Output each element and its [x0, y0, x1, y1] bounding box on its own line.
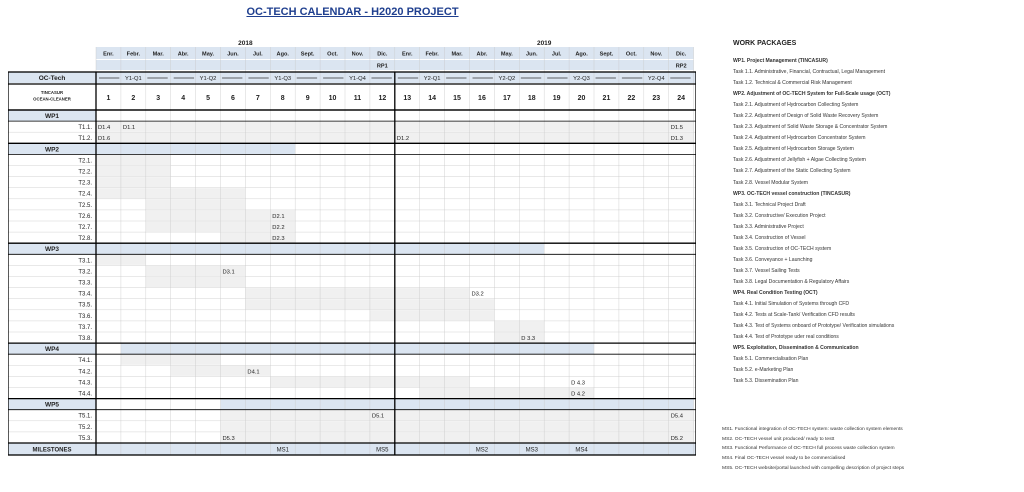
task-line: Task 4.3. Test of Systems onboard of Prototype/ Verification simulations	[733, 323, 895, 330]
task-line: Task 3.4. Construction of Vessel	[733, 234, 806, 241]
month-number: 20	[577, 95, 586, 102]
task-label: T3.7.	[78, 324, 92, 331]
task-line: Task 4.1. Initial Simulation of Systems through CFD	[733, 301, 850, 308]
deliverable-label: D5.2	[670, 435, 683, 442]
task-line: Task 2.7. Adjustment of the Static Collecting System	[733, 168, 851, 175]
task-bar	[370, 310, 495, 320]
company-label: TINCASUR	[40, 90, 64, 95]
month-number: 23	[652, 95, 661, 102]
month-number: 9	[305, 95, 310, 102]
month-number: 14	[428, 95, 437, 102]
wp-label: WP2	[44, 146, 60, 154]
month-label: Sept.	[599, 51, 614, 58]
deliverable-label: D5.1	[371, 413, 385, 420]
task-line: Task 2.3. Adjustment of Solid Waste Storage & Concentrator System	[733, 124, 888, 131]
month-number: 1	[106, 95, 111, 102]
month-label: Enr.	[103, 51, 114, 58]
task-line: Task 3.7. Vessel Sailing Tests	[733, 267, 800, 274]
task-line: Task 2.5. Adjustment of Hydrocarbon Storage System	[733, 146, 854, 153]
milestone-note: MS1. Functional integration of OC-TECH system: waste collection system elements	[722, 427, 903, 432]
wp-heading-line: WP5. Exploitation, Dissemination & Communication	[733, 345, 859, 352]
quarter-label: Y2-Q3	[573, 76, 590, 82]
deliverable-label: D5.3	[222, 435, 235, 442]
milestones-row	[8, 443, 696, 455]
quarter-label: Y2-Q1	[423, 76, 441, 82]
month-label: Nov.	[351, 51, 364, 58]
month-label: Sept.	[300, 51, 315, 58]
task-label: T1.1.	[78, 125, 92, 132]
gantt-svg	[8, 36, 696, 483]
deliverable-label: D 3.3	[521, 336, 536, 342]
quarter-label: Y2-Q4	[647, 76, 665, 82]
task-label: T3.3.	[78, 280, 92, 287]
task-bar	[221, 432, 694, 442]
month-number: 18	[527, 95, 536, 102]
company-label: OCEAN-CLEANER	[33, 96, 71, 102]
work-packages-panel	[733, 40, 1018, 387]
task-label: T4.1.	[78, 358, 92, 365]
deliverable-label: D 4.3	[571, 380, 585, 387]
month-number: 12	[378, 95, 387, 102]
task-line: Task 4.4. Test of Prototype uder real conditions	[733, 334, 839, 341]
task-bar	[221, 410, 694, 420]
deliverable-label: D4.1	[247, 369, 260, 376]
month-number: 21	[602, 95, 611, 102]
task-line: Task 2.2. Adjustment of Design of Solid Waste Recovery System	[733, 113, 879, 120]
task-label: T3.5.	[78, 302, 92, 309]
deliverable-label: D1.2	[396, 136, 410, 143]
month-number: 22	[627, 95, 636, 102]
milestone-label: MS4	[575, 447, 588, 454]
month-number: 8	[280, 95, 285, 102]
deliverable-label: D2.3	[272, 236, 285, 243]
month-label: Febr.	[126, 51, 141, 58]
milestone-label: MS5	[376, 447, 389, 454]
month-number: 4	[181, 95, 186, 102]
task-label: T2.5.	[78, 202, 92, 209]
month-label: Mar.	[451, 51, 463, 58]
month-number: 13	[403, 95, 412, 102]
month-number: 16	[478, 95, 486, 102]
report-label: RP1	[376, 63, 388, 70]
month-label: Ago.	[575, 51, 588, 58]
task-line: Task 2.6. Adjustment of Jellyfish + Algae Collecting System	[733, 157, 866, 164]
milestones-label: MILESTONES	[32, 447, 72, 454]
year-label: 2018	[238, 40, 253, 47]
month-label: Mar.	[152, 51, 164, 58]
month-number: 2	[131, 95, 136, 102]
task-line: Task 3.3. Administrative Project	[733, 223, 804, 230]
deliverable-label: D2.1	[272, 213, 285, 220]
month-label: Ago.	[276, 51, 289, 58]
wp-label: WP5	[44, 401, 60, 409]
deliverable-label: D3.2	[471, 291, 484, 298]
month-number: 7	[255, 95, 260, 102]
task-label: T4.2.	[78, 369, 92, 376]
work-packages-list	[733, 56, 1018, 387]
deliverable-label: D1.4	[98, 125, 111, 132]
task-line: Task 2.8. Vessel Modular System	[733, 179, 809, 186]
deliverable-label: D 4.2	[571, 391, 585, 398]
task-line: Task 5.2. e-Marketing Plan	[733, 367, 794, 374]
quarter-label: Y1-Q3	[274, 76, 292, 82]
task-line: Task 2.1. Adjustment of Hydrocarbon Collecting System	[733, 102, 859, 109]
month-label: Dic.	[676, 51, 687, 58]
quarter-label: Y1-Q4	[349, 76, 366, 82]
wp-label: WP1	[44, 113, 60, 120]
month-label: May.	[202, 51, 215, 58]
month-label: Dic.	[377, 51, 388, 58]
milestone-label: MS3	[525, 447, 538, 454]
milestone-note: MS2. OC-TECH vessel unit produced/ ready to testt	[722, 436, 835, 442]
deliverable-label: D1.6	[98, 136, 111, 143]
gantt-chart	[8, 36, 696, 483]
task-label: T1.2.	[78, 136, 92, 143]
task-line: Task 3.8. Legal Documentation & Regulatory Affairs	[733, 278, 850, 285]
task-line: Task 3.5. Construction of OC-TECH system	[733, 245, 832, 252]
milestone-note: MS5. OC-TECH website/portal launched with compelling description of project steps	[722, 465, 905, 471]
month-number: 5	[206, 95, 211, 102]
month-number: 3	[156, 95, 161, 102]
task-label: T3.2.	[78, 269, 92, 276]
task-bar	[420, 388, 594, 398]
work-packages-heading: WORK PACKAGES	[733, 40, 797, 47]
wp-bar	[121, 343, 594, 354]
task-label: T2.1.	[78, 158, 92, 165]
task-label: T4.4.	[78, 391, 92, 398]
month-label: Jul.	[253, 51, 263, 58]
milestone-label: MS1	[276, 447, 289, 454]
task-bar	[96, 155, 171, 165]
month-label: Nov.	[650, 51, 663, 58]
task-label: T5.3.	[78, 435, 92, 442]
task-label: T5.2.	[78, 424, 92, 431]
deliverable-label: D1.1	[122, 125, 136, 132]
quarter-label: Y2-Q2	[498, 76, 516, 82]
wp-heading-line: WP1. Project Management (TINCASUR)	[733, 58, 828, 64]
deliverable-label: D1.5	[670, 125, 683, 132]
task-label: T5.1.	[78, 413, 92, 420]
task-label: T3.8.	[78, 336, 92, 342]
wp-heading-line: WP2. Adjustment of OC-TECH System for Full-Scale usage (OCT)	[733, 91, 891, 98]
month-number: 19	[552, 95, 561, 102]
month-label: Jun.	[526, 51, 538, 58]
month-label: Jul.	[551, 51, 562, 58]
task-label: T3.4.	[78, 291, 92, 298]
octech-label: OC-Tech	[38, 75, 66, 82]
task-label: T2.6.	[78, 213, 92, 220]
deliverable-label: D5.4	[670, 413, 683, 420]
task-line: Task 3.2. Constructive/ Execution Project	[733, 212, 826, 219]
task-line: Task 5.3. Dissemination Plan	[733, 378, 799, 385]
task-line: Task 3.6. Conveyance + Launching	[733, 256, 813, 263]
month-label: Oct.	[327, 51, 338, 58]
milestone-notes-panel	[722, 425, 1020, 473]
task-line: Task 1.1. Administrative, Financial, Contractual, Legal Management	[733, 69, 886, 76]
task-bar	[96, 166, 171, 176]
task-bar	[221, 421, 694, 431]
number-row	[8, 84, 696, 110]
task-label: T3.1.	[78, 258, 92, 265]
quarter-label: Y1-Q2	[199, 76, 217, 82]
task-bar	[96, 177, 171, 187]
task-line: Task 5.1. Commercialisation Plan	[733, 356, 809, 363]
milestone-note: MS3. Functional Performance of OC-TECH full process waste collection system	[722, 446, 895, 452]
month-number: 6	[230, 95, 235, 102]
task-label: T2.7.	[78, 225, 92, 231]
wp-heading-line: WP3. OC-TECH vessel construction (TINCASUR)	[733, 190, 851, 197]
month-number: 17	[502, 95, 511, 102]
month-number: 11	[353, 95, 362, 102]
task-line: Task 1.2. Technical & Commercial Risk Management	[733, 80, 852, 87]
task-line: Task 4.2. Tests at Scale-Tank/ Verification CFD results	[733, 312, 855, 319]
report-label: RP2	[675, 63, 687, 70]
quarter-label: Y1-Q1	[124, 76, 142, 82]
page-title: OC-TECH CALENDAR - H2020 PROJECT	[246, 6, 459, 18]
month-label: Febr.	[425, 51, 439, 58]
month-label: Enr.	[401, 51, 413, 58]
task-line: Task 3.1. Technical Project Draft	[733, 201, 806, 208]
month-label: May.	[500, 51, 513, 58]
wp-heading-line: WP4. Real Condition Testing (OCT)	[733, 289, 818, 296]
wp-bar	[221, 399, 694, 410]
task-label: T2.2.	[78, 169, 92, 176]
milestone-note: MS4. Final OC-TECH vessel ready to be commercialised	[722, 456, 846, 462]
deliverable-label: D3.1	[222, 269, 235, 276]
month-label: Jun.	[227, 51, 239, 58]
wp-label: WP3	[44, 246, 60, 254]
task-label: T2.3.	[78, 180, 92, 187]
milestone-label: MS2	[475, 447, 489, 454]
month-label: Oct.	[625, 51, 637, 58]
month-number: 24	[677, 95, 686, 102]
wp-label: WP4	[44, 346, 60, 354]
task-label: T2.4.	[78, 191, 92, 198]
task-label: T4.3.	[78, 380, 92, 387]
task-label: T3.6.	[78, 313, 92, 320]
month-label: Abr.	[177, 51, 189, 58]
month-number: 15	[453, 95, 461, 102]
task-label: T2.8.	[78, 236, 92, 243]
month-number: 10	[328, 95, 337, 102]
deliverable-label: D2.2	[272, 225, 285, 231]
year-label: 2019	[536, 40, 552, 47]
deliverable-label: D1.3	[670, 136, 683, 143]
task-bar	[245, 288, 469, 298]
task-line: Task 2.4. Adjustment of Hydrocarbon Concentrator System	[733, 135, 866, 142]
month-label: Abr.	[476, 51, 488, 58]
